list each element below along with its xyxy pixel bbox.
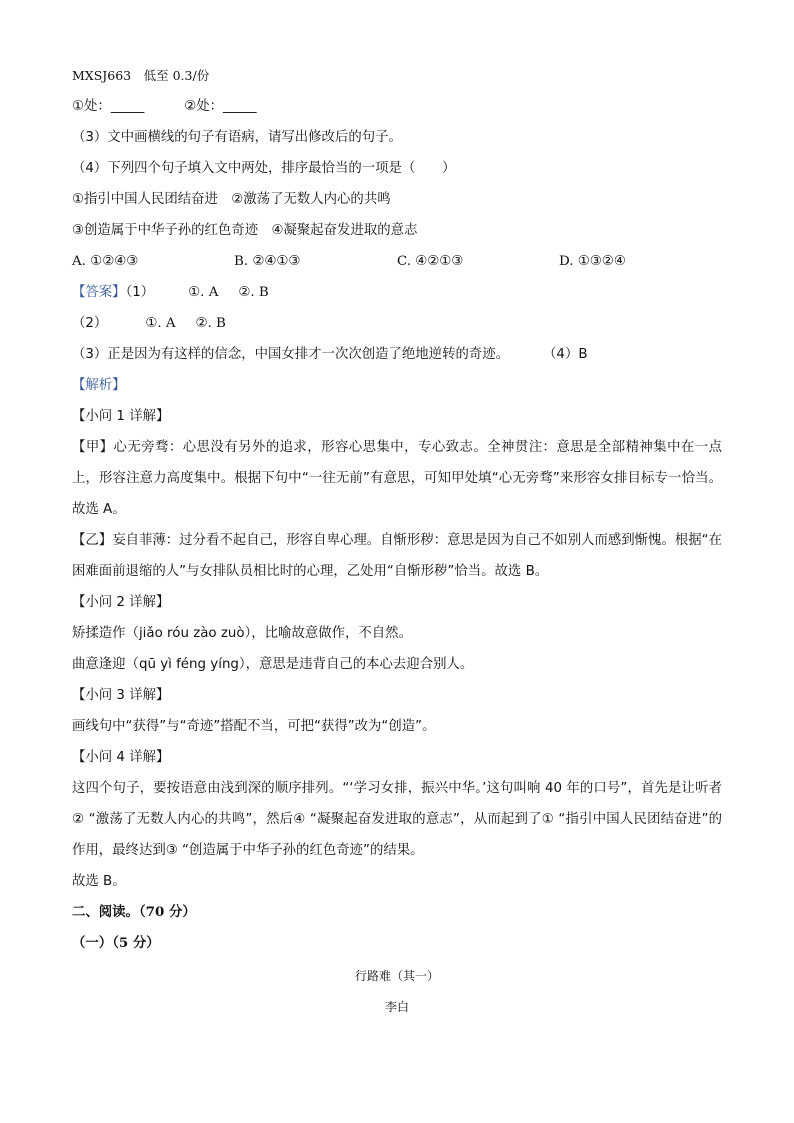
answer-row1-a: ①. A: [188, 285, 219, 300]
blank-one: ①处：_____: [72, 99, 145, 114]
analysis-4-conclusion: 故选 B。: [72, 874, 126, 889]
answer-row3-b: （4）B: [543, 347, 588, 362]
answer-row-1: [72, 277, 722, 308]
section-2-title: 二、阅读。（70 分）: [72, 904, 196, 920]
analysis-jia: 【甲】心无旁骛：心思没有另外的追求，形容心思集中，专心致志。全神贯注：意思是全部精神集中在一点上，形容注意力高度集中。根据下句中“一往无前”有意思，可知甲处填“心无旁骛”来形容女排目标专一恰当。故选 A。: [72, 440, 722, 517]
answer-row-2: [72, 308, 722, 339]
answer-row2-prefix: （2）: [72, 316, 108, 331]
blank-two: ②处：_____: [184, 99, 257, 114]
analysis-2a: 矫揉造作（jiǎo róu zào zuò），比喻故意做作，不自然。: [72, 626, 412, 641]
question-3: （3）文中画横线的句子有语病，请写出修改后的句子。: [72, 130, 402, 145]
analysis-label: 【解析】: [72, 378, 126, 393]
section-2-subtitle: （一）（5 分）: [72, 935, 160, 951]
option-a: A. ①②④③: [72, 254, 139, 269]
answer-row3: （3）正是因为有这样的信念，中国女排才一次次创造了绝地逆转的奇迹。: [72, 347, 510, 362]
poem-title: 行路难（其一）: [354, 969, 439, 983]
answer-row1-prefix: （1）: [125, 285, 155, 300]
question-4: （4）下列四个句子填入文中两处，排序最恰当的一项是（ ）: [72, 161, 456, 176]
header-note: MXSJ663 低至 0.3/份: [72, 68, 210, 83]
subquestion-2-heading: 【小问 2 详解】: [72, 595, 170, 610]
analysis-4: 这四个句子，要按语意由浅到深的顺序排列。“‘学习女排，振兴中华。’这句叫响 40 年的口号”，首先是让听者② “激荡了无数人内心的共鸣”，然后④ “凝聚起奋发进取的意志”，从而起到了① “指引中国人民团结奋进”的作用，最终达到③ “创造属于中华子孙的红色奇迹”的结果。: [72, 781, 722, 858]
option-c: C. ④②①③: [397, 254, 464, 269]
sentence-line-1: ①指引中国人民团结奋进 ②激荡了无数人内心的共鸣: [72, 192, 391, 207]
answer-row-3: [72, 339, 722, 370]
answer-row2-b: ②. B: [195, 316, 226, 331]
subquestion-4-heading: 【小问 4 详解】: [72, 750, 170, 765]
answer-label: 【答案】: [72, 285, 126, 300]
analysis-2b: 曲意逢迎（qū yì féng yíng），意思是违背自己的本心去迎合别人。: [72, 657, 474, 672]
options-row: [72, 246, 722, 277]
subquestion-3-heading: 【小问 3 详解】: [72, 688, 170, 703]
blank-line: [72, 91, 722, 122]
sentence-line-2: ③创造属于中华子孙的红色奇迹 ④凝聚起奋发进取的意志: [72, 223, 418, 238]
answer-row2-a: ①. A: [145, 316, 176, 331]
answer-row1-b: ②. B: [238, 285, 269, 300]
subquestion-1-heading: 【小问 1 详解】: [72, 409, 170, 424]
poem-author: 李白: [384, 1000, 409, 1014]
analysis-yi: 【乙】妄自菲薄：过分看不起自己，形容自卑心理。自惭形秽：意思是因为自己不如别人而感到惭愧。根据“在困难面前退缩的人”与女排队员相比时的心理，乙处用“自惭形秽”恰当。故选 B。: [72, 533, 722, 579]
option-d: D. ①③②④: [559, 254, 626, 269]
analysis-3: 画线句中“获得”与“奇迹”搭配不当，可把“获得”改为“创造”。: [72, 719, 436, 734]
document-page: [72, 60, 722, 1023]
option-b: B. ②④①③: [234, 254, 301, 269]
